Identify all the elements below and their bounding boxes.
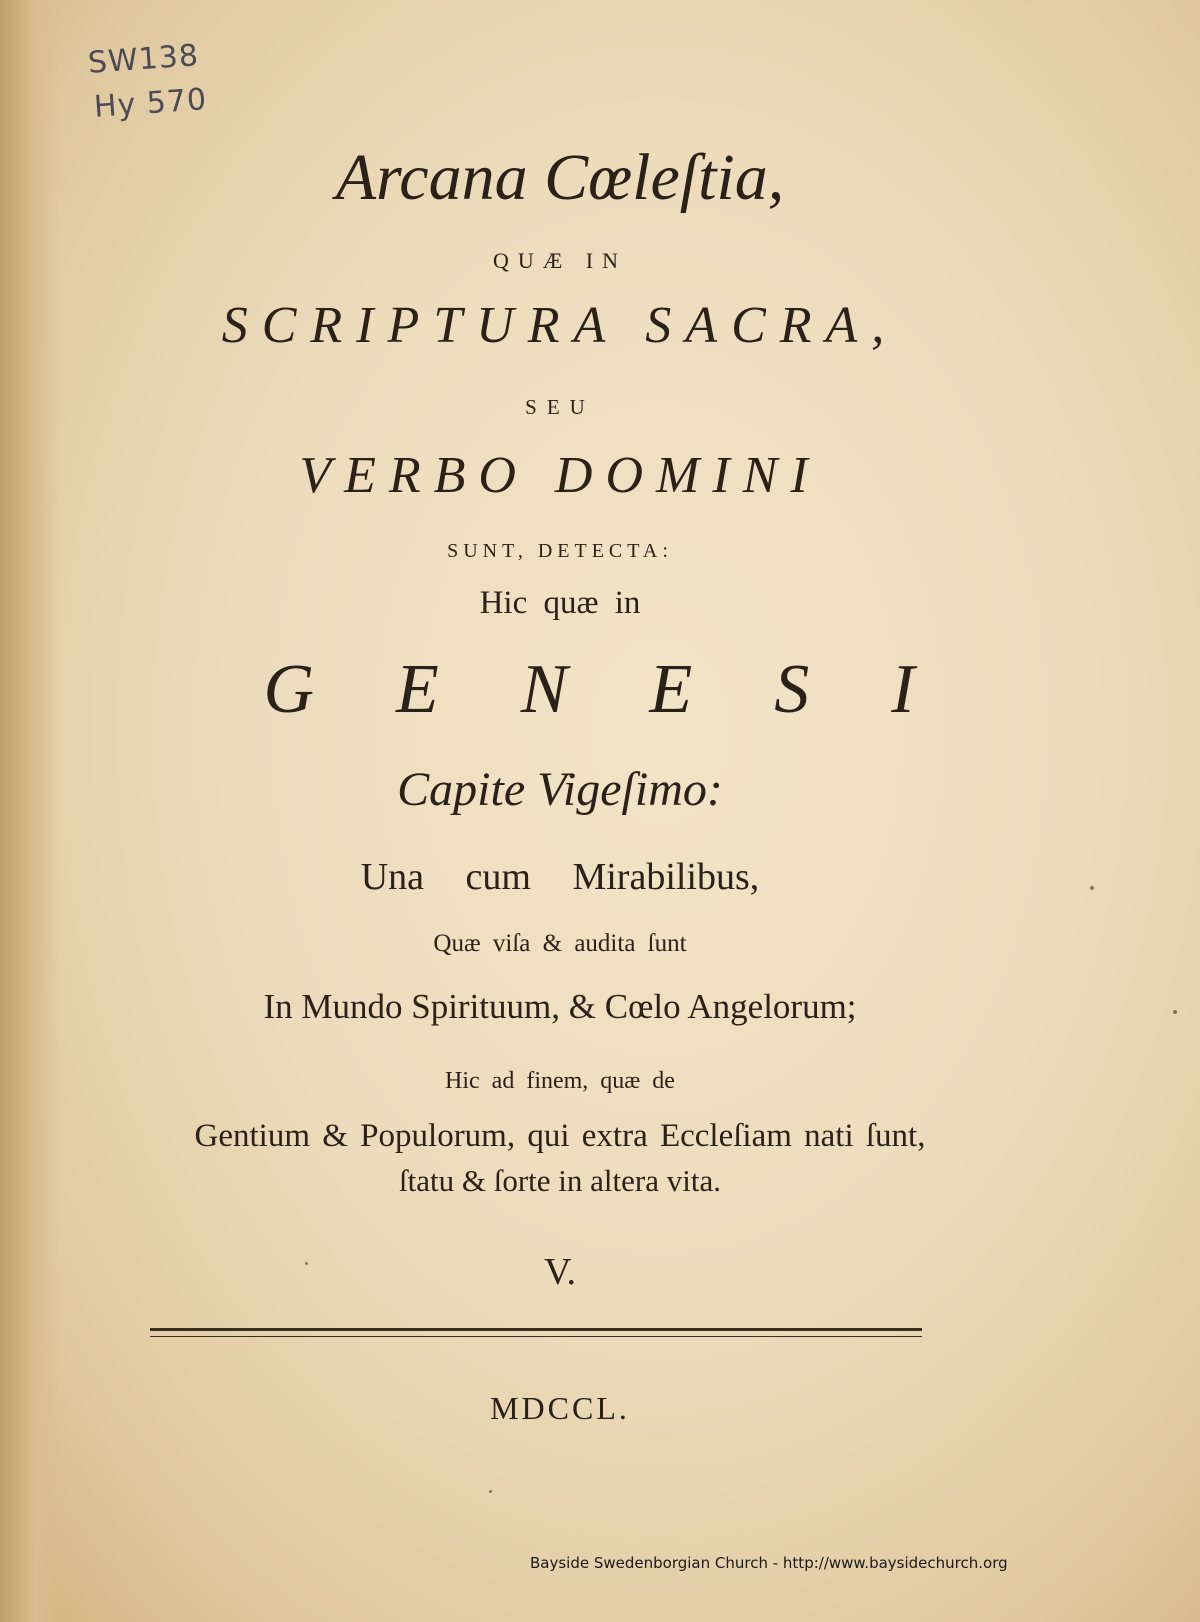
book-title: Arcana Cœleſtia, (335, 141, 785, 214)
paper-speck (305, 1262, 308, 1265)
handwritten-catalog-number: Hy 570 (92, 82, 209, 125)
double-rule-divider (150, 1328, 922, 1337)
subtitle-gentium: Gentium & Populorum, qui extra Eccleſiam nati ſunt, (194, 1118, 926, 1154)
subtitle-una-cum-mirabilibus: Una cum Mirabilibus, (360, 856, 760, 898)
subtitle-quae-visa: Quæ viſa & audita ſunt (433, 930, 687, 957)
subtitle-sunt-detecta: SUNT, DETECTA: (447, 540, 673, 562)
subtitle-seu: SEU (525, 395, 595, 419)
subtitle-quae-in: QUÆ IN (492, 248, 628, 273)
paper-speck (1090, 886, 1094, 890)
subtitle-capite-vigesimo: Capite Vigeſimo: (397, 763, 723, 816)
subtitle-verbo-domini: VERBO DOMINI (299, 447, 821, 504)
subtitle-hic-ad-finem: Hic ad finem, quæ de (445, 1068, 675, 1094)
subtitle-statu: ſtatu & ſorte in altera vita. (399, 1163, 721, 1198)
paper-speck (489, 1490, 492, 1493)
publication-year: MDCCL. (490, 1390, 630, 1426)
subtitle-genesi: GENESI (263, 651, 997, 728)
subtitle-scriptura-sacra: SCRIPTURA SACRA, (221, 297, 899, 354)
paper-speck (1173, 1010, 1177, 1014)
handwritten-shelfmark: SW138 (86, 38, 201, 81)
volume-number: V. (543, 1251, 577, 1293)
digitization-credit: Bayside Swedenborgian Church - http://www.baysidechurch.org (530, 1554, 1008, 1572)
subtitle-hic-quae-in: Hic quæ in (479, 585, 641, 621)
subtitle-in-mundo-spirituum: In Mundo Spirituum, & Cœlo Angelorum; (263, 987, 857, 1026)
